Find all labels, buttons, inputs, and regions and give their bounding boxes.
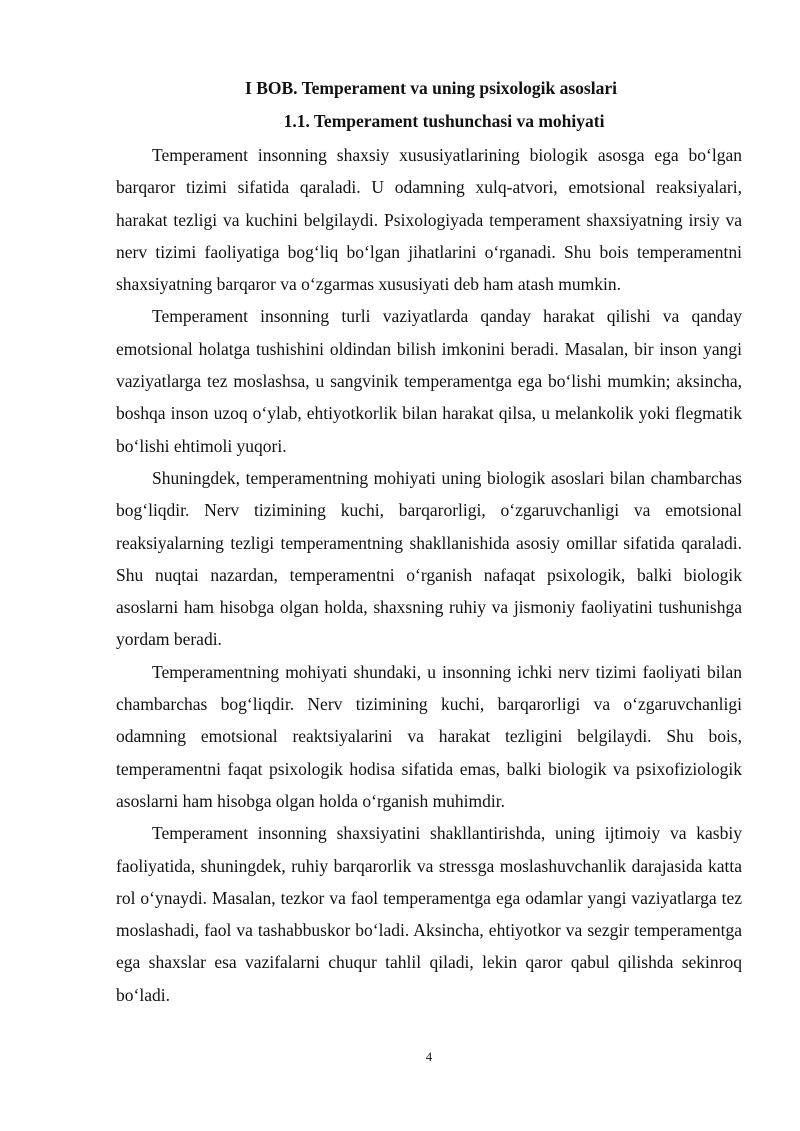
body-paragraph-4: Temperamentning mohiyati shundaki, u insonning ichki nerv tizimi faoliyati bilan chambarchas bog‘liqdir. Nerv tizimining kuchi, barqarorligi va o‘zgaruvchanligi odamning emotsional reaktsiyalarini va harakat tezligini belgilaydi. Shu bois, temperamentni faqat psixologik hodisa sifatida emas, balki biologik va psixofiziologik asoslarni ham hisobga olgan holda o‘rganish muhimdir.	[116, 661, 742, 811]
chapter-title: I BOB. Temperament va uning psixologik asoslari	[245, 78, 617, 98]
body-paragraph-3: Shuningdek, temperamentning mohiyati uning biologik asoslari bilan chambarchas bog‘liqdir. Nerv tizimining kuchi, barqarorligi, o‘zgaruvchanligi va emotsional reaksiyalarning tezligi temperamentning shakllanishida asosiy omillar sifatida qaraladi. Shu nuqtai nazardan, temperamentni o‘rganish nafaqat psixologik, balki biologik asoslarni ham hisobga olgan holda, shaxsning ruhiy va jismoniy faoliyatini tushunishga yordam beradi.	[116, 467, 742, 650]
document-page	[116, 76, 742, 1011]
section-title: 1.1. Temperament tushunchasi va mohiyati	[283, 111, 605, 131]
body-paragraph-5: Temperament insonning shaxsiyatini shakllantirishda, uning ijtimoiy va kasbiy faoliyatida, shuningdek, ruhiy barqarorlik va stressga moslashuvchanlik darajasida katta rol o‘ynaydi. Masalan, tezkor va faol temperamentga ega odamlar yangi vaziyatlarga tez moslashadi, faol va tashabbuskor bo‘ladi. Aksincha, ehtiyotkor va sezgir temperamentga ega shaxslar esa vazifalarni chuqur tahlil qiladi, lekin qaror qabul qilishda sekinroq bo‘ladi.	[116, 823, 742, 1005]
body-paragraph-1: Temperament insonning shaxsiy xususiyatlarining biologik asosga ega bo‘lgan barqaror tizimi sifatida qaraladi. U odamning xulq-atvori, emotsional reaksiyalari, harakat tezligi va kuchini belgilaydi. Psixologiyada temperament shaxsiyatning irsiy va nerv tizimi faoliyatiga bog‘liq bo‘lgan jihatlarini o‘rganadi. Shu bois temperamentni shaxsiyatning barqaror va o‘zgarmas xususiyati deb ham atash mumkin.	[116, 145, 742, 295]
page-number: 4	[425, 1050, 433, 1064]
body-paragraph-2: Temperament insonning turli vaziyatlarda qanday harakat qilishi va qanday emotsional holatga tushishini oldindan bilish imkonini beradi. Masalan, bir inson yangi vaziyatlarga tez moslashsa, u sangvinik temperamentga ega bo‘lishi mumkin; aksincha, boshqa inson uzoq o‘ylab, ehtiyotkorlik bilan harakat qilsa, u melankolik yoki flegmatik bo‘lishi ehtimoli yuqori.	[116, 306, 742, 456]
